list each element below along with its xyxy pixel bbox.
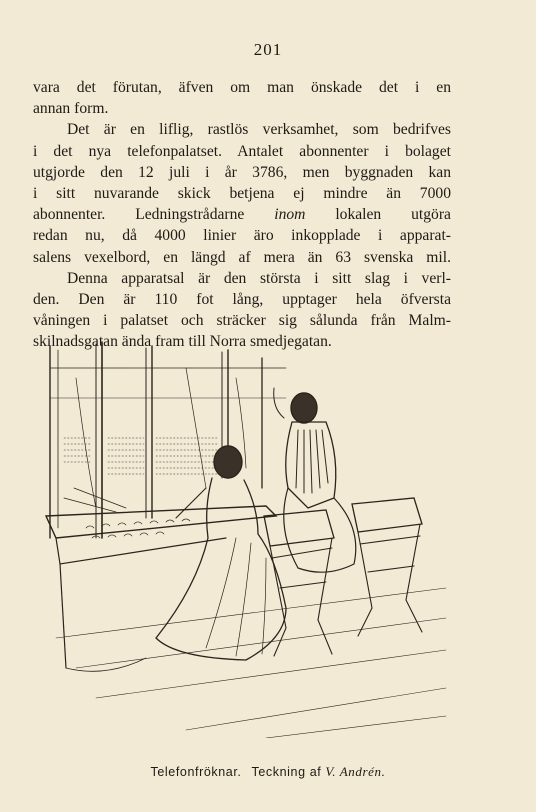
caption-artist: V. Andrén.	[325, 764, 386, 779]
text-segment: lokalen utgöra	[335, 206, 451, 224]
text-line: i det nya telefonpalatset. Antalet abonnenter i bolaget	[33, 142, 451, 160]
paragraph-1	[33, 77, 451, 119]
text-line: salens vexelbord, en längd af mera än 63 svenska mil.	[33, 248, 451, 266]
text-line: den. Den är 110 fot lång, upptager hela öfversta	[33, 291, 451, 309]
text-line: skilnadsgatan ända fram till Norra smedjegatan.	[33, 333, 332, 351]
text-line: redan nu, då 4000 linier äro inkopplade i apparat-	[33, 227, 451, 245]
text-line-with-italic	[33, 204, 451, 225]
illustration-telephone-operators	[36, 338, 456, 738]
text-line: våningen i palatset och sträcker sig sålunda från Malm-	[33, 312, 451, 330]
paragraph-2	[33, 119, 451, 352]
figure-caption	[0, 764, 536, 780]
text-line: Denna apparatsal är den största i sitt slag i verl-	[67, 269, 451, 287]
caption-title: Telefonfröknar.	[150, 765, 242, 779]
text-line: Det är en liflig, rastlös verksamhet, som bedrifves	[67, 121, 451, 139]
text-line: annan form.	[33, 100, 109, 118]
body-text	[33, 77, 451, 353]
italic-word: inom	[274, 206, 306, 224]
text-line: i sitt nuvarande skick betjena ej mindre än 7000	[33, 185, 451, 203]
text-line: utgjorde den 12 juli i år 3786, men byggnaden kan	[33, 163, 451, 181]
text-line: vara det förutan, äfven om man önskade det i en	[33, 79, 451, 96]
text-segment: abonnenter. Ledningstrådarne	[33, 206, 245, 224]
caption-credit: Teckning af	[251, 765, 322, 779]
page-number: 201	[253, 40, 283, 59]
